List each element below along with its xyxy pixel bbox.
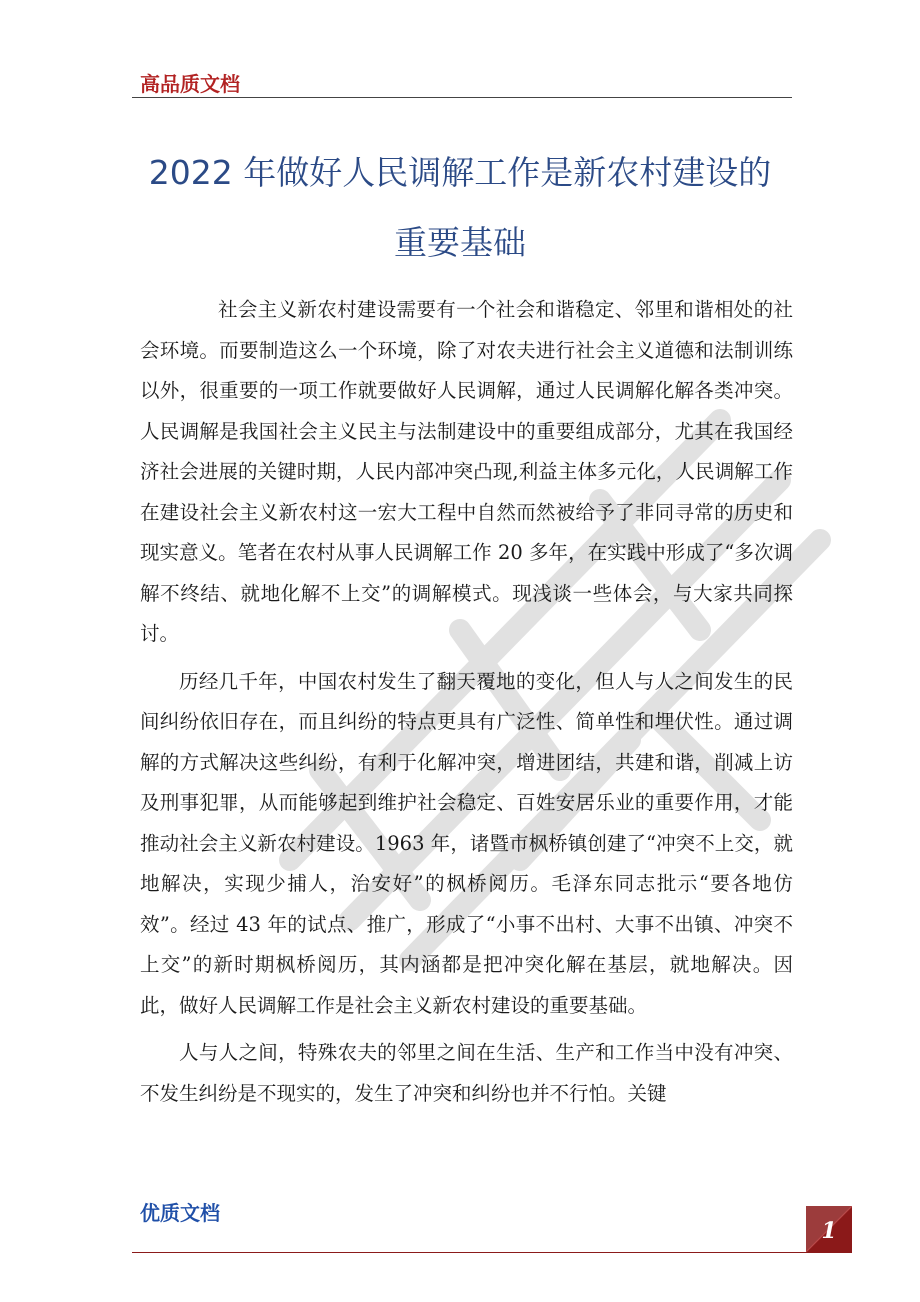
footer-label: 优质文档 (140, 1201, 220, 1225)
paragraph: 社会主义新农村建设需要有一个社会和谐稳定、邻里和谐相处的社会环境。而要制造这么一个环境，除了对农夫进行社会主义道德和法制训练以外，很重要的一项工作就要做好人民调解，通过人民调解化解各类冲突。人民调解是我国社会主义民主与法制建设中的重要组成部分，尤其在我国经济社会进展的关键时期，人民内部冲突凸现,利益主体多元化，人民调解工作在建设社会主义新农村这一宏大工程中自然而然被给予了非同寻常的历史和现实意义。笔者在农村从事人民调解工作 20 多年，在实践中形成了“多次调解不终结、就地化解不上交”的调解模式。现浅谈一些体会，与大家共同探讨。 (140, 298, 793, 645)
document-body (140, 290, 793, 1121)
header-divider (132, 97, 792, 98)
title-line-2: 重要基础 (394, 223, 526, 262)
paragraph: 人与人之间，特殊农夫的邻里之间在生活、生产和工作当中没有冲突、不发生纠纷是不现实的，发生了冲突和纠纷也并不行怕。关键 (140, 1041, 793, 1105)
page-number: 1 (821, 1218, 837, 1244)
header-label: 高品质文档 (140, 72, 240, 96)
document-title (130, 138, 790, 278)
title-line-1: 2022 年做好人民调解工作是新农村建设的 (148, 153, 772, 192)
footer-divider (132, 1252, 852, 1253)
paragraph: 历经几千年，中国农村发生了翻天覆地的变化，但人与人之间发生的民间纠纷依旧存在，而且纠纷的特点更具有广泛性、简单性和埋伏性。通过调解的方式解决这些纠纷，有利于化解冲突，增进团结，共建和谐，削减上访及刑事犯罪，从而能够起到维护社会稳定、百姓安居乐业的重要作用，才能推动社会主义新农村建设。1963 年，诸暨市枫桥镇创建了“冲突不上交，就地解决，实现少捕人，治安好”的枫桥阅历。毛泽东同志批示“要各地仿效”。经过 43 年的试点、推广，形成了“小事不出村、大事不出镇、冲突不上交”的新时期枫桥阅历，其内涵都是把冲突化解在基层，就地解决。因此，做好人民调解工作是社会主义新农村建设的重要基础。 (140, 669, 793, 1017)
